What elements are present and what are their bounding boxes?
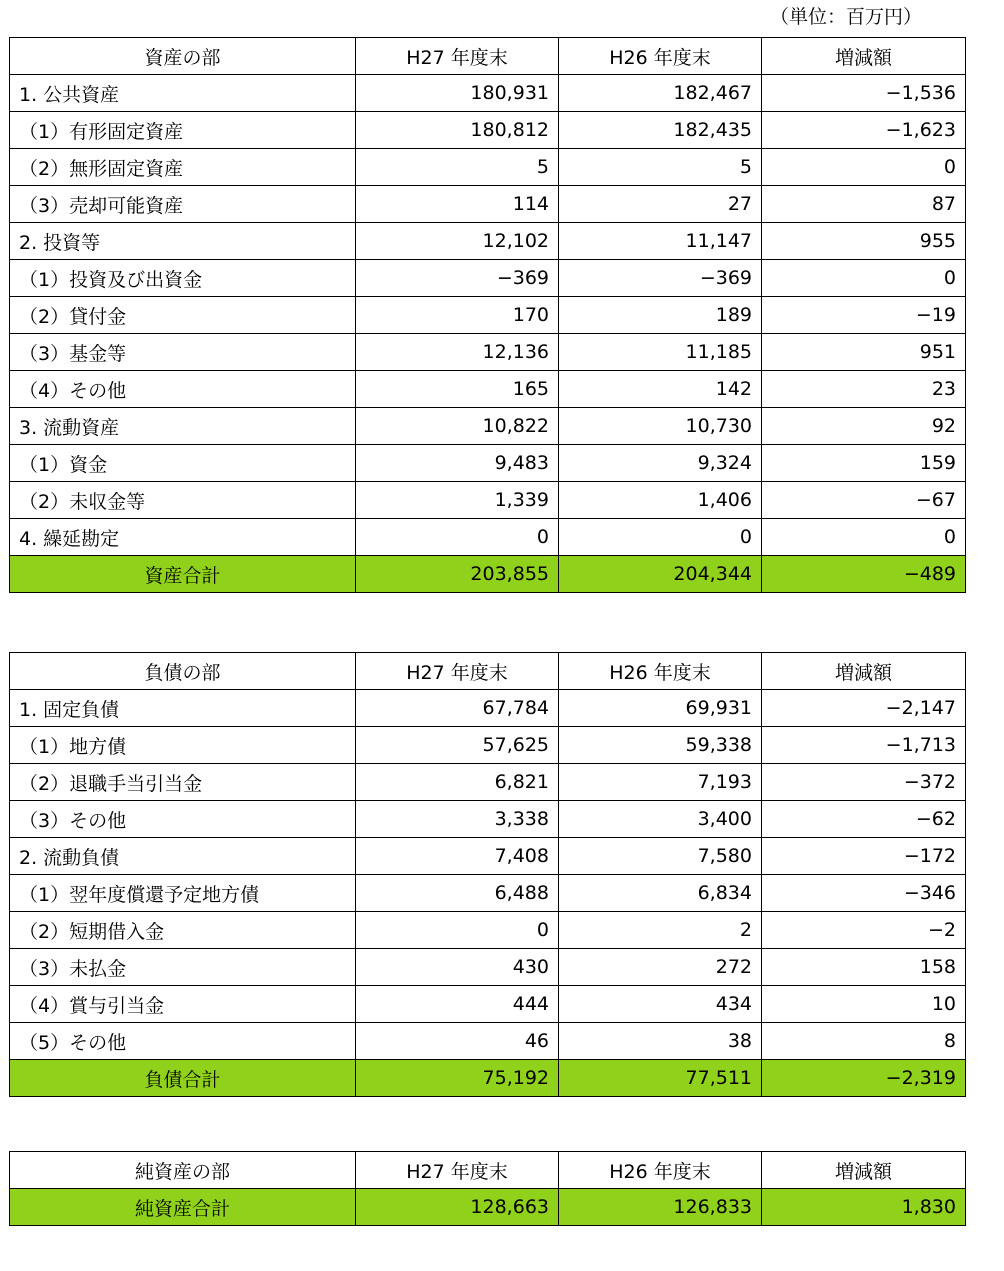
cell-diff: 955 [762, 223, 966, 260]
cell-h27: 1,339 [356, 482, 559, 519]
cell-h27: 444 [356, 986, 559, 1023]
column-header: 負債の部 [10, 653, 356, 690]
row-label: （2）貸付金 [10, 297, 356, 334]
header-row [10, 38, 966, 75]
table-row [10, 260, 966, 297]
cell-h26: 182,435 [559, 112, 762, 149]
row-label: 2. 流動負債 [10, 838, 356, 875]
cell-diff: 10 [762, 986, 966, 1023]
row-label: （5）その他 [10, 1023, 356, 1060]
table-row [10, 371, 966, 408]
total-h26: 77,511 [559, 1060, 762, 1097]
cell-h27: 5 [356, 149, 559, 186]
row-label: 1. 公共資産 [10, 75, 356, 112]
cell-diff: 951 [762, 334, 966, 371]
cell-h26: 6,834 [559, 875, 762, 912]
row-label: （2）退職手当引当金 [10, 764, 356, 801]
cell-h27: 0 [356, 519, 559, 556]
cell-h27: 6,488 [356, 875, 559, 912]
column-header: 純資産の部 [10, 1152, 356, 1189]
row-label: （2）未収金等 [10, 482, 356, 519]
cell-h26: 0 [559, 519, 762, 556]
cell-diff: 87 [762, 186, 966, 223]
table-row [10, 949, 966, 986]
table-row [10, 764, 966, 801]
row-label: 4. 繰延勘定 [10, 519, 356, 556]
cell-h27: 57,625 [356, 727, 559, 764]
cell-h27: 0 [356, 912, 559, 949]
table-row [10, 801, 966, 838]
cell-diff: −346 [762, 875, 966, 912]
cell-h26: −369 [559, 260, 762, 297]
total-h27: 203,855 [356, 556, 559, 593]
total-row [10, 1060, 966, 1097]
column-header: 資産の部 [10, 38, 356, 75]
table-row [10, 482, 966, 519]
total-label: 負債合計 [10, 1060, 356, 1097]
total-diff: −489 [762, 556, 966, 593]
total-row [10, 1189, 966, 1226]
cell-h26: 69,931 [559, 690, 762, 727]
column-header: H26 年度末 [559, 1152, 762, 1189]
row-label: （1）地方債 [10, 727, 356, 764]
row-label: 2. 投資等 [10, 223, 356, 260]
table-row [10, 112, 966, 149]
table-row [10, 986, 966, 1023]
cell-h26: 59,338 [559, 727, 762, 764]
table-row [10, 912, 966, 949]
column-header: H26 年度末 [559, 653, 762, 690]
cell-diff: 159 [762, 445, 966, 482]
cell-h26: 10,730 [559, 408, 762, 445]
table-row [10, 838, 966, 875]
unit-note: （単位：百万円） [770, 6, 923, 28]
cell-h26: 27 [559, 186, 762, 223]
cell-diff: −1,713 [762, 727, 966, 764]
total-diff: −2,319 [762, 1060, 966, 1097]
row-label: （3）基金等 [10, 334, 356, 371]
cell-diff: 0 [762, 260, 966, 297]
row-label: （1）翌年度償還予定地方債 [10, 875, 356, 912]
cell-diff: 0 [762, 519, 966, 556]
cell-diff: −372 [762, 764, 966, 801]
cell-h26: 38 [559, 1023, 762, 1060]
cell-diff: −2,147 [762, 690, 966, 727]
table-row [10, 727, 966, 764]
cell-h26: 142 [559, 371, 762, 408]
row-label: （3）未払金 [10, 949, 356, 986]
table-row [10, 223, 966, 260]
cell-h26: 1,406 [559, 482, 762, 519]
cell-h26: 189 [559, 297, 762, 334]
cell-h26: 182,467 [559, 75, 762, 112]
total-label: 純資産合計 [10, 1189, 356, 1226]
cell-h26: 9,324 [559, 445, 762, 482]
cell-h27: 180,931 [356, 75, 559, 112]
column-header: 増減額 [762, 1152, 966, 1189]
row-label: （1）有形固定資産 [10, 112, 356, 149]
total-h26: 204,344 [559, 556, 762, 593]
net-assets-table [9, 1151, 966, 1226]
row-label: （2）短期借入金 [10, 912, 356, 949]
cell-h27: 3,338 [356, 801, 559, 838]
total-label: 資産合計 [10, 556, 356, 593]
cell-h27: −369 [356, 260, 559, 297]
cell-h26: 7,580 [559, 838, 762, 875]
row-label: （4）その他 [10, 371, 356, 408]
table-row [10, 519, 966, 556]
cell-h27: 180,812 [356, 112, 559, 149]
cell-h26: 2 [559, 912, 762, 949]
cell-h27: 46 [356, 1023, 559, 1060]
liabilities-table [9, 652, 966, 1097]
table-row [10, 186, 966, 223]
table-row [10, 408, 966, 445]
cell-h27: 6,821 [356, 764, 559, 801]
cell-diff: −1,623 [762, 112, 966, 149]
cell-h26: 5 [559, 149, 762, 186]
column-header: H27 年度末 [356, 653, 559, 690]
header-row [10, 653, 966, 690]
cell-diff: −67 [762, 482, 966, 519]
total-h26: 126,833 [559, 1189, 762, 1226]
cell-h27: 165 [356, 371, 559, 408]
cell-diff: −172 [762, 838, 966, 875]
row-label: （4）賞与引当金 [10, 986, 356, 1023]
cell-diff: −1,536 [762, 75, 966, 112]
table-row [10, 75, 966, 112]
cell-h26: 7,193 [559, 764, 762, 801]
cell-h27: 9,483 [356, 445, 559, 482]
table-row [10, 1023, 966, 1060]
row-label: 1. 固定負債 [10, 690, 356, 727]
cell-diff: −62 [762, 801, 966, 838]
header-row [10, 1152, 966, 1189]
cell-h27: 12,102 [356, 223, 559, 260]
total-row [10, 556, 966, 593]
cell-diff: 23 [762, 371, 966, 408]
table-row [10, 445, 966, 482]
cell-diff: −19 [762, 297, 966, 334]
total-diff: 1,830 [762, 1189, 966, 1226]
total-h27: 128,663 [356, 1189, 559, 1226]
table-row [10, 334, 966, 371]
column-header: H27 年度末 [356, 38, 559, 75]
table-row [10, 875, 966, 912]
cell-h26: 11,185 [559, 334, 762, 371]
cell-diff: −2 [762, 912, 966, 949]
column-header: H27 年度末 [356, 1152, 559, 1189]
cell-h26: 272 [559, 949, 762, 986]
cell-diff: 0 [762, 149, 966, 186]
table-row [10, 149, 966, 186]
cell-h26: 11,147 [559, 223, 762, 260]
cell-h26: 3,400 [559, 801, 762, 838]
cell-h27: 114 [356, 186, 559, 223]
cell-h26: 434 [559, 986, 762, 1023]
cell-h27: 10,822 [356, 408, 559, 445]
column-header: 増減額 [762, 38, 966, 75]
row-label: （3）売却可能資産 [10, 186, 356, 223]
assets-table [9, 37, 966, 593]
cell-h27: 7,408 [356, 838, 559, 875]
row-label: （1）投資及び出資金 [10, 260, 356, 297]
row-label: 3. 流動資産 [10, 408, 356, 445]
cell-diff: 92 [762, 408, 966, 445]
table-row [10, 297, 966, 334]
cell-h27: 430 [356, 949, 559, 986]
total-h27: 75,192 [356, 1060, 559, 1097]
row-label: （3）その他 [10, 801, 356, 838]
cell-h27: 12,136 [356, 334, 559, 371]
column-header: H26 年度末 [559, 38, 762, 75]
cell-diff: 158 [762, 949, 966, 986]
cell-diff: 8 [762, 1023, 966, 1060]
column-header: 増減額 [762, 653, 966, 690]
cell-h27: 67,784 [356, 690, 559, 727]
row-label: （1）資金 [10, 445, 356, 482]
row-label: （2）無形固定資産 [10, 149, 356, 186]
cell-h27: 170 [356, 297, 559, 334]
table-row [10, 690, 966, 727]
